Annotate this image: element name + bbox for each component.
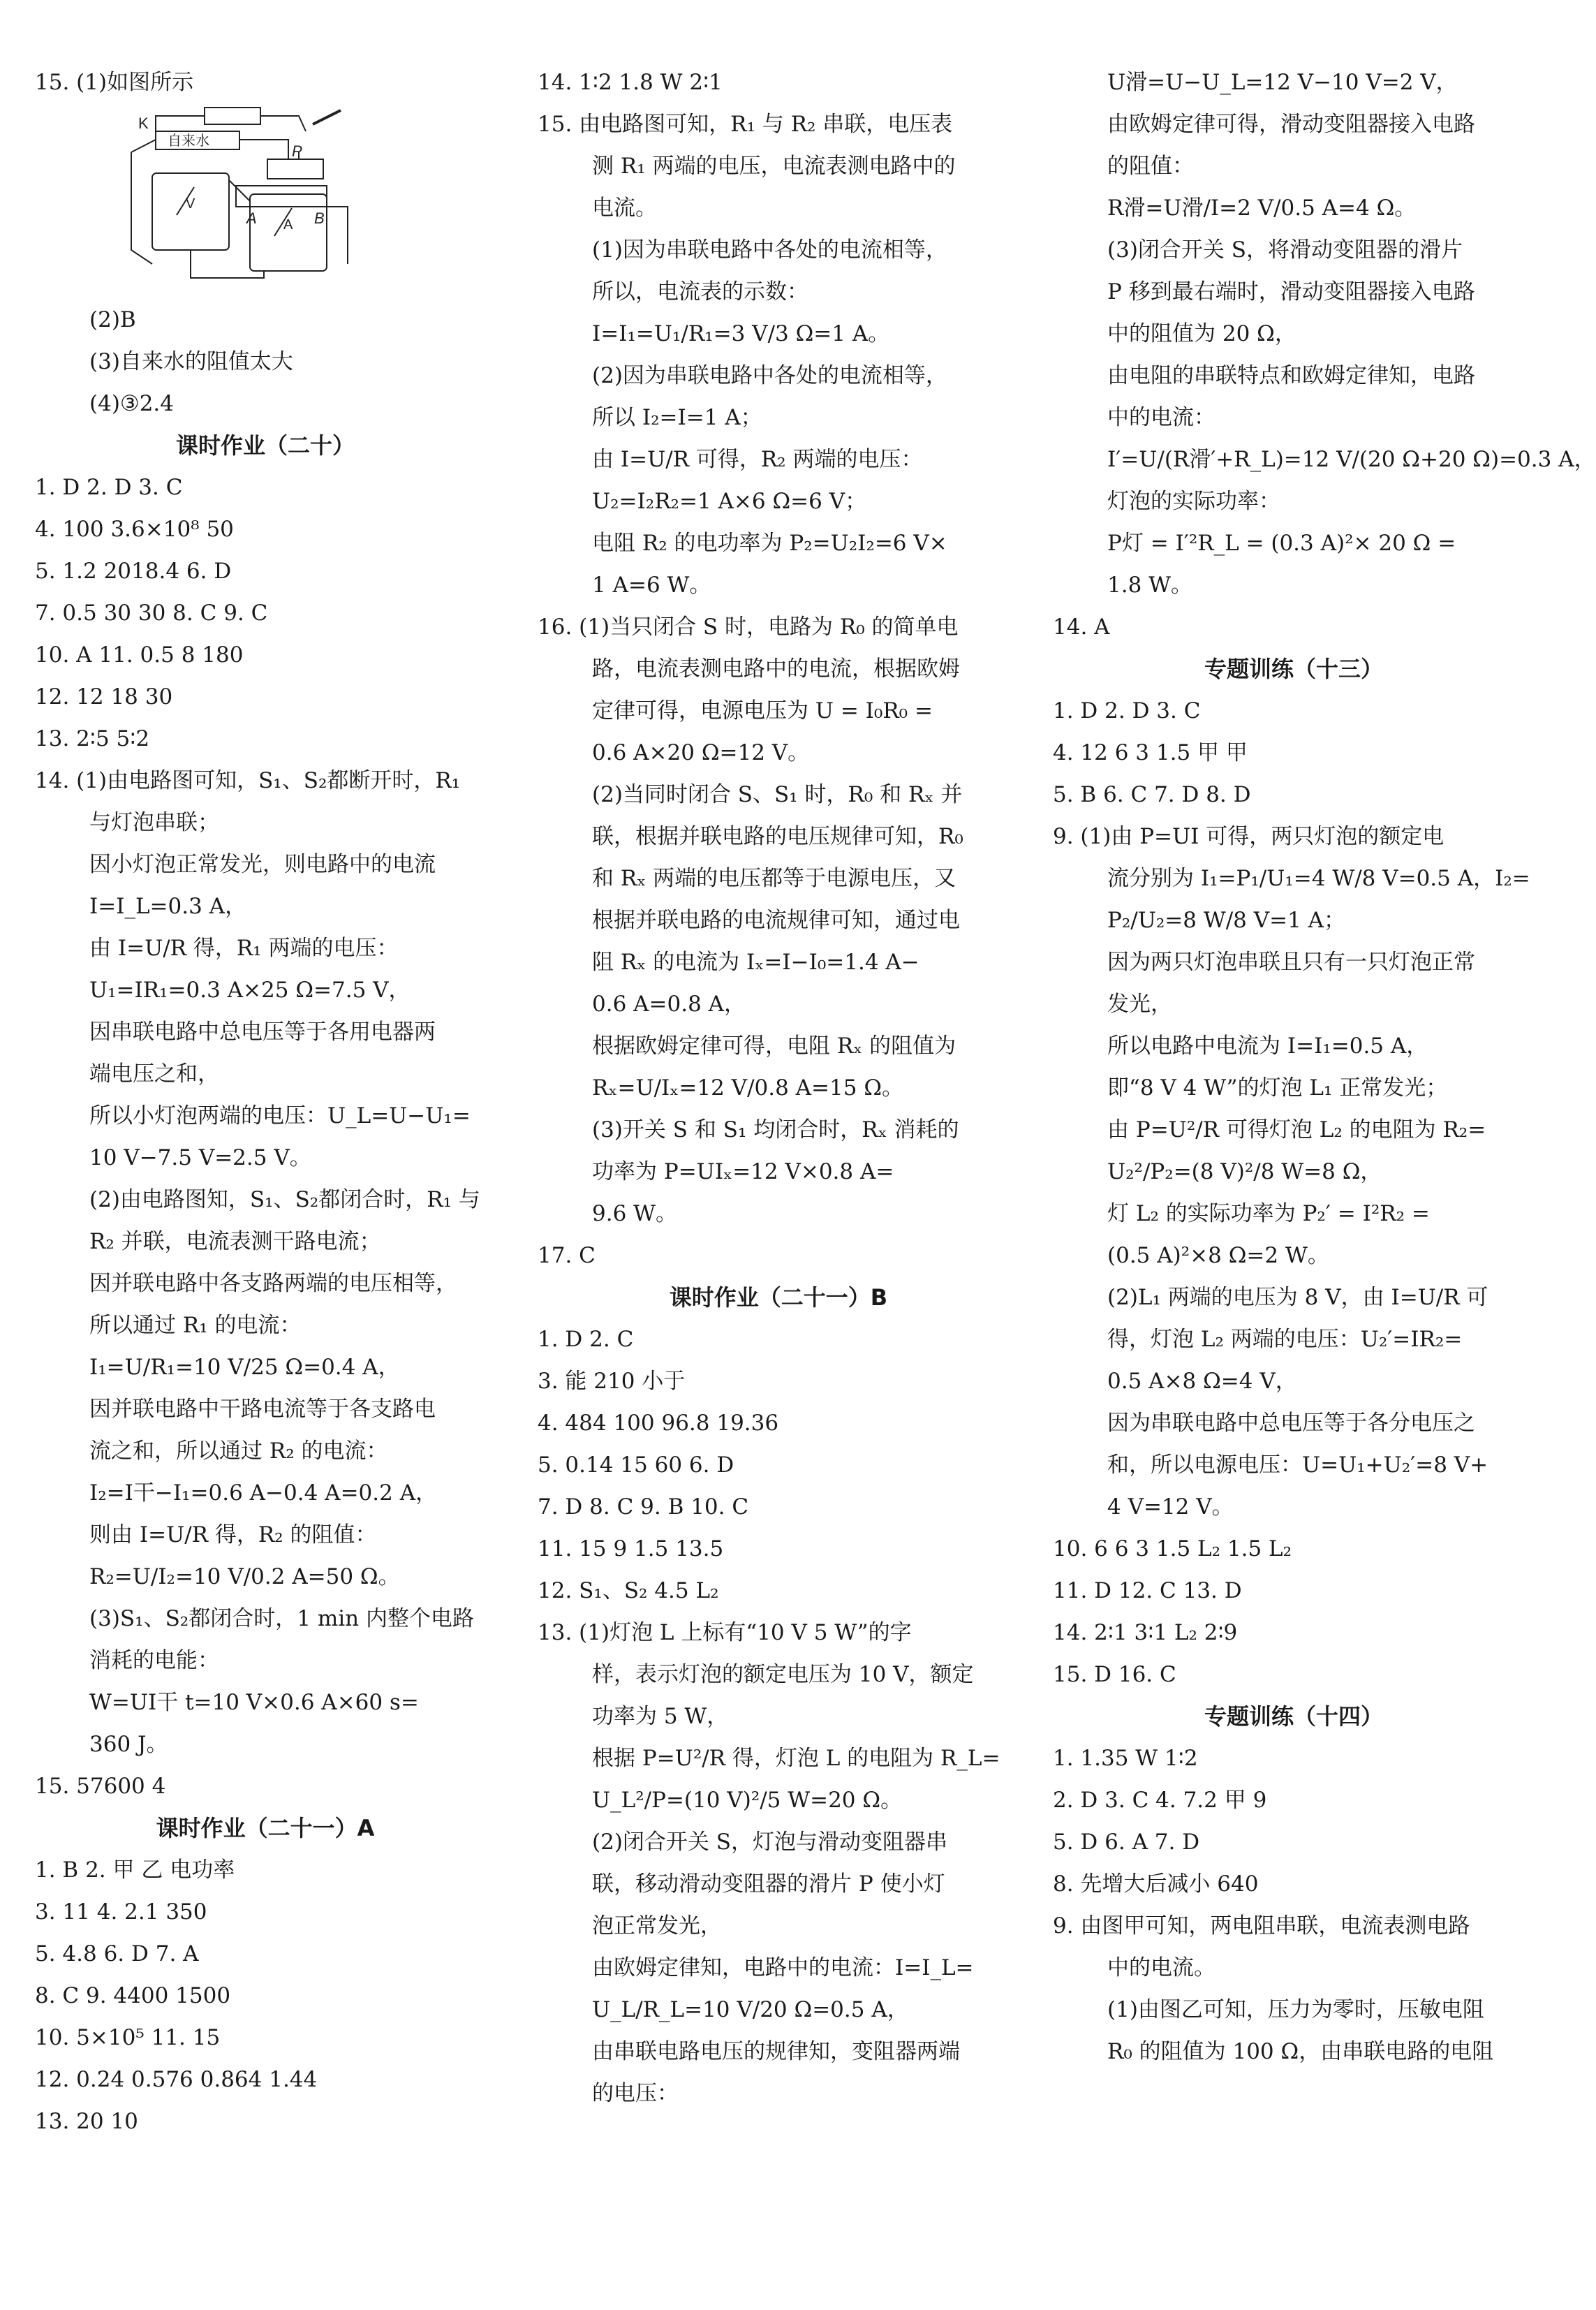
answer-line: 15. (1)如图所示 xyxy=(35,70,194,95)
answer-line: 12. S₁、S₂ 4.5 L₂ xyxy=(538,1578,719,1603)
answer-line: 测 R₁ 两端的电压，电流表测电路中的 xyxy=(592,154,956,179)
answer-line: 根据欧姆定律可得，电阻 Rₓ 的阻值为 xyxy=(592,1033,956,1059)
answer-line: 消耗的电能： xyxy=(89,1648,219,1673)
answer-line: 与灯泡串联； xyxy=(89,810,219,835)
answer-line: 16. (1)当只闭合 S 时，电路为 R₀ 的简单电 xyxy=(538,615,959,640)
answer-line: 12. 0.24 0.576 0.864 1.44 xyxy=(35,2067,318,2092)
answer-line: I₂=I干−I₁=0.6 A−0.4 A=0.2 A， xyxy=(89,1480,438,1506)
answer-line: 9. 由图甲可知，两电阻串联，电流表测电路 xyxy=(1053,1913,1470,1939)
circuit-diagram xyxy=(89,103,383,299)
label-k: K xyxy=(138,115,149,132)
section-heading: 专题训练（十三） xyxy=(1204,656,1383,682)
answer-line: 路，电流表测电路中的电流，根据欧姆 xyxy=(592,656,960,682)
answer-line: 8. 先增大后减小 640 xyxy=(1053,1871,1259,1897)
column-left xyxy=(35,61,496,2142)
answer-line: 1. D 2. D 3. C xyxy=(1053,698,1201,723)
column-middle xyxy=(538,61,1019,2114)
answer-line: U_L²/P=(10 V)²/5 W=20 Ω。 xyxy=(592,1788,903,1813)
answer-line: 5. 0.14 15 60 6. D xyxy=(538,1452,734,1478)
answer-line: 5. D 6. A 7. D xyxy=(1053,1830,1200,1855)
answer-line: 定律可得，电源电压为 U = I₀R₀ = xyxy=(592,698,933,723)
answer-line: I=I₁=U₁/R₁=3 V/3 Ω=1 A。 xyxy=(592,321,890,346)
answer-line: 9. (1)由 P=UI 可得，两只灯泡的额定电 xyxy=(1053,824,1444,849)
answer-line: 功率为 P=UIₓ=12 V×0.8 A= xyxy=(592,1159,894,1184)
ammeter-label: A xyxy=(283,217,293,233)
answer-line: U₂=I₂R₂=1 A×6 Ω=6 V； xyxy=(592,489,867,514)
answer-line: 根据并联电路的电流规律可知，通过电 xyxy=(592,908,960,933)
answer-line: 13. (1)灯泡 L 上标有“10 V 5 W”的字 xyxy=(538,1620,912,1645)
answer-line: 所以通过 R₁ 的电流： xyxy=(89,1313,302,1338)
answer-line: U_L/R_L=10 V/20 Ω=0.5 A， xyxy=(592,1997,909,2022)
answer-line: 15. D 16. C xyxy=(1053,1662,1176,1687)
answer-line: 5. 1.2 2018.4 6. D xyxy=(35,559,232,584)
answer-line: 1. D 2. D 3. C xyxy=(35,475,183,500)
answer-line: 由 P=U²/R 可得灯泡 L₂ 的电阻为 R₂= xyxy=(1107,1117,1486,1142)
answer-line: P灯 = I′²R_L = (0.3 A)²× 20 Ω = xyxy=(1107,531,1456,556)
voltmeter-label: V xyxy=(186,196,195,212)
answer-line: 5. B 6. C 7. D 8. D xyxy=(1053,782,1251,807)
answer-line: 7. D 8. C 9. B 10. C xyxy=(538,1494,749,1520)
answer-line: 联，移动滑动变阻器的滑片 P 使小灯 xyxy=(592,1871,945,1897)
label-b: B xyxy=(314,209,325,227)
answer-line: (3)自来水的阻值太大 xyxy=(89,349,293,374)
answer-line: U₂²/P₂=(8 V)²/8 W=8 Ω， xyxy=(1107,1159,1382,1184)
answer-line: 因串联电路中总电压等于各用电器两 xyxy=(89,1020,436,1045)
answer-line: 10. 6 6 3 1.5 L₂ 1.5 L₂ xyxy=(1053,1536,1292,1561)
circuit-figure xyxy=(89,103,383,299)
answer-line: 4 V=12 V。 xyxy=(1107,1494,1234,1520)
answer-line: 样，表示灯泡的额定电压为 10 V，额定 xyxy=(592,1662,974,1687)
answer-line: 所以电路中电流为 I=I₁=0.5 A， xyxy=(1107,1033,1428,1059)
answer-line: 5. 4.8 6. D 7. A xyxy=(35,1941,199,1966)
answer-line: 1.8 W。 xyxy=(1107,573,1193,598)
answer-line: 10. 5×10⁵ 11. 15 xyxy=(35,2025,221,2050)
answer-line: U滑=U−U_L=12 V−10 V=2 V， xyxy=(1107,70,1458,95)
answer-line: 因为串联电路中总电压等于各分电压之 xyxy=(1107,1411,1475,1436)
answer-line: (1)因为串联电路中各处的电流相等， xyxy=(592,237,947,263)
answer-line: 10. A 11. 0.5 8 180 xyxy=(35,642,244,668)
answer-line: 端电压之和， xyxy=(89,1061,219,1087)
answer-line: 1. 1.35 W 1∶2 xyxy=(1053,1746,1198,1771)
answer-line: 15. 57600 4 xyxy=(35,1774,166,1799)
answer-line: 电流。 xyxy=(592,196,657,221)
answer-line: 由 I=U/R 可得，R₂ 两端的电压： xyxy=(592,447,923,472)
answer-line: 10 V−7.5 V=2.5 V。 xyxy=(89,1145,311,1170)
answer-line: 功率为 5 W， xyxy=(592,1704,729,1729)
answer-line: 由欧姆定律可得，滑动变阻器接入电路 xyxy=(1107,112,1475,137)
answer-line: P₂/U₂=8 W/8 V=1 A； xyxy=(1107,908,1346,933)
label-water: 自来水 xyxy=(168,132,209,149)
answer-line: 1. D 2. C xyxy=(538,1327,634,1352)
answer-line: I₁=U/R₁=10 V/25 Ω=0.4 A， xyxy=(89,1355,400,1380)
section-heading: 课时作业（二十一）B xyxy=(669,1284,888,1311)
answer-line: (0.5 A)²×8 Ω=2 W。 xyxy=(1107,1243,1329,1268)
answer-line: (4)③2.4 xyxy=(89,391,175,416)
answer-line: 和 Rₓ 两端的电压都等于电源电压，又 xyxy=(592,866,956,891)
section-heading: 课时作业（二十一）A xyxy=(156,1815,375,1841)
answer-line: 7. 0.5 30 30 8. C 9. C xyxy=(35,601,268,626)
answer-line: 和，所以电源电压：U=U₁+U₂′=8 V+ xyxy=(1107,1452,1488,1478)
answer-line: 360 J。 xyxy=(89,1732,168,1757)
answer-line: 得，灯泡 L₂ 两端的电压：U₂′=IR₂= xyxy=(1107,1327,1463,1352)
answer-line: 联，根据并联电路的电压规律可知，R₀ xyxy=(592,824,963,849)
answer-line: 由电阻的串联特点和欧姆定律知，电路 xyxy=(1107,363,1475,388)
answer-line: 由欧姆定律知，电路中的电流：I=I_L= xyxy=(592,1955,974,1980)
answer-line: 1. B 2. 甲 乙 电功率 xyxy=(35,1857,235,1883)
answer-line: 流之和，所以通过 R₂ 的电流： xyxy=(89,1439,388,1464)
answer-line: (3)S₁、S₂都闭合时，1 min 内整个电路 xyxy=(89,1606,474,1631)
answer-line: 所以，电流表的示数： xyxy=(592,279,808,304)
answer-line: 的电压： xyxy=(592,2081,679,2106)
answer-line: 因为两只灯泡串联且只有一只灯泡正常 xyxy=(1107,950,1475,975)
answer-line: 14. (1)由电路图可知，S₁、S₂都断开时，R₁ xyxy=(35,768,461,793)
answer-line: 由串联电路电压的规律知，变阻器两端 xyxy=(592,2039,960,2064)
answer-line: 1 A=6 W。 xyxy=(592,573,711,598)
answer-line: 泡正常发光， xyxy=(592,1913,722,1939)
answer-line: 15. 由电路图可知，R₁ 与 R₂ 串联，电压表 xyxy=(538,112,953,137)
answer-line: 2. D 3. C 4. 7.2 甲 9 xyxy=(1053,1788,1267,1813)
answer-line: (2)因为串联电路中各处的电流相等， xyxy=(592,363,947,388)
answer-line: 阻 Rₓ 的电流为 Iₓ=I−I₀=1.4 A− xyxy=(592,950,919,975)
section-heading: 专题训练（十四） xyxy=(1204,1703,1383,1730)
answer-line: 3. 能 210 小于 xyxy=(538,1369,686,1394)
answer-line: (3)闭合开关 S，将滑动变阻器的滑片 xyxy=(1107,237,1463,263)
answer-line: (1)由图乙可知，压力为零时，压敏电阻 xyxy=(1107,1997,1484,2022)
answer-line: 因并联电路中各支路两端的电压相等， xyxy=(89,1271,457,1296)
answer-line: 13. 2∶5 5∶2 xyxy=(35,726,150,751)
label-p: P xyxy=(292,142,302,160)
answer-line: 4. 12 6 3 1.5 甲 甲 xyxy=(1053,740,1248,765)
answer-line: Rₓ=U/Iₓ=12 V/0.8 A=15 Ω。 xyxy=(592,1075,904,1101)
answer-line: 11. D 12. C 13. D xyxy=(1053,1578,1242,1603)
answer-line: (2)L₁ 两端的电压为 8 V，由 I=U/R 可 xyxy=(1107,1285,1488,1310)
answer-line: 根据 P=U²/R 得，灯泡 L 的电阻为 R_L= xyxy=(592,1746,1000,1771)
answer-line: 的阻值： xyxy=(1107,154,1194,179)
answer-line: I′=U/(R滑′+R_L)=12 V/(20 Ω+20 Ω)=0.3 A， xyxy=(1107,447,1596,472)
answer-line: 8. C 9. 4400 1500 xyxy=(35,1983,231,2008)
answer-line: 中的电流： xyxy=(1107,405,1216,430)
answer-line: 4. 100 3.6×10⁸ 50 xyxy=(35,517,234,542)
answer-line: 0.6 A=0.8 A， xyxy=(592,992,746,1017)
answer-line: 13. 20 10 xyxy=(35,2109,138,2134)
answer-line: 4. 484 100 96.8 19.36 xyxy=(538,1411,779,1436)
answer-line: 由 I=U/R 得，R₁ 两端的电压： xyxy=(89,936,399,961)
answer-line: 即“8 V 4 W”的灯泡 L₁ 正常发光； xyxy=(1107,1075,1448,1101)
answer-line: 11. 15 9 1.5 13.5 xyxy=(538,1536,724,1561)
answer-line: 9.6 W。 xyxy=(592,1201,678,1226)
answer-line: 中的电流。 xyxy=(1107,1955,1216,1980)
answer-line: 流分别为 I₁=P₁/U₁=4 W/8 V=0.5 A，I₂= xyxy=(1107,866,1530,891)
answer-line: (2)闭合开关 S，灯泡与滑动变阻器串 xyxy=(592,1830,948,1855)
answer-line: R₀ 的阻值为 100 Ω，由串联电路的电阻 xyxy=(1107,2039,1494,2064)
section-heading: 课时作业（二十） xyxy=(175,432,355,459)
answer-line: (2)B xyxy=(89,307,136,332)
answer-line: 14. 2∶1 3∶1 L₂ 2∶9 xyxy=(1053,1620,1238,1645)
answer-line: R₂ 并联，电流表测干路电流； xyxy=(89,1229,381,1254)
answer-line: I=I_L=0.3 A， xyxy=(89,894,247,919)
answer-line: 灯泡的实际功率： xyxy=(1107,489,1280,514)
answer-line: 0.6 A×20 Ω=12 V。 xyxy=(592,740,810,765)
answer-line: 12. 12 18 30 xyxy=(35,684,173,709)
answer-line: 发光， xyxy=(1107,992,1172,1017)
answer-line: 电阻 R₂ 的电功率为 P₂=U₂I₂=6 V× xyxy=(592,531,947,556)
answer-line: 所以 I₂=I=1 A； xyxy=(592,405,762,430)
answer-line: 则由 I=U/R 得，R₂ 的阻值： xyxy=(89,1522,377,1547)
answer-line: 因并联电路中干路电流等于各支路电 xyxy=(89,1397,436,1422)
answer-line: 3. 11 4. 2.1 350 xyxy=(35,1899,207,1925)
label-a: A xyxy=(246,209,257,227)
answer-line: 14. 1∶2 1.8 W 2∶1 xyxy=(538,70,723,95)
answer-line: 14. A xyxy=(1053,615,1110,640)
answer-line: U₁=IR₁=0.3 A×25 Ω=7.5 V， xyxy=(89,978,411,1003)
answer-line: 17. C xyxy=(538,1243,596,1268)
answer-line: 0.5 A×8 Ω=4 V， xyxy=(1107,1369,1297,1394)
answer-line: 中的阻值为 20 Ω， xyxy=(1107,321,1296,346)
answer-line: P 移到最右端时，滑动变阻器接入电路 xyxy=(1107,279,1475,304)
answer-line: (2)由电路图知，S₁、S₂都闭合时，R₁ 与 xyxy=(89,1187,480,1212)
answer-line: 因小灯泡正常发光，则电路中的电流 xyxy=(89,852,436,877)
answer-line: 所以小灯泡两端的电压：U_L=U−U₁= xyxy=(89,1103,471,1128)
answer-line: R₂=U/I₂=10 V/0.2 A=50 Ω。 xyxy=(89,1564,400,1589)
column-right xyxy=(1053,61,1596,2073)
answer-line: R滑=U滑/I=2 V/0.5 A=4 Ω。 xyxy=(1107,196,1417,221)
answer-line: (3)开关 S 和 S₁ 均闭合时，Rₓ 消耗的 xyxy=(592,1117,959,1142)
answer-line: (2)当同时闭合 S、S₁ 时，R₀ 和 Rₓ 并 xyxy=(592,782,963,807)
answer-line: W=UI干 t=10 V×0.6 A×60 s= xyxy=(89,1690,419,1715)
answer-line: 灯 L₂ 的实际功率为 P₂′ = I²R₂ = xyxy=(1107,1201,1430,1226)
